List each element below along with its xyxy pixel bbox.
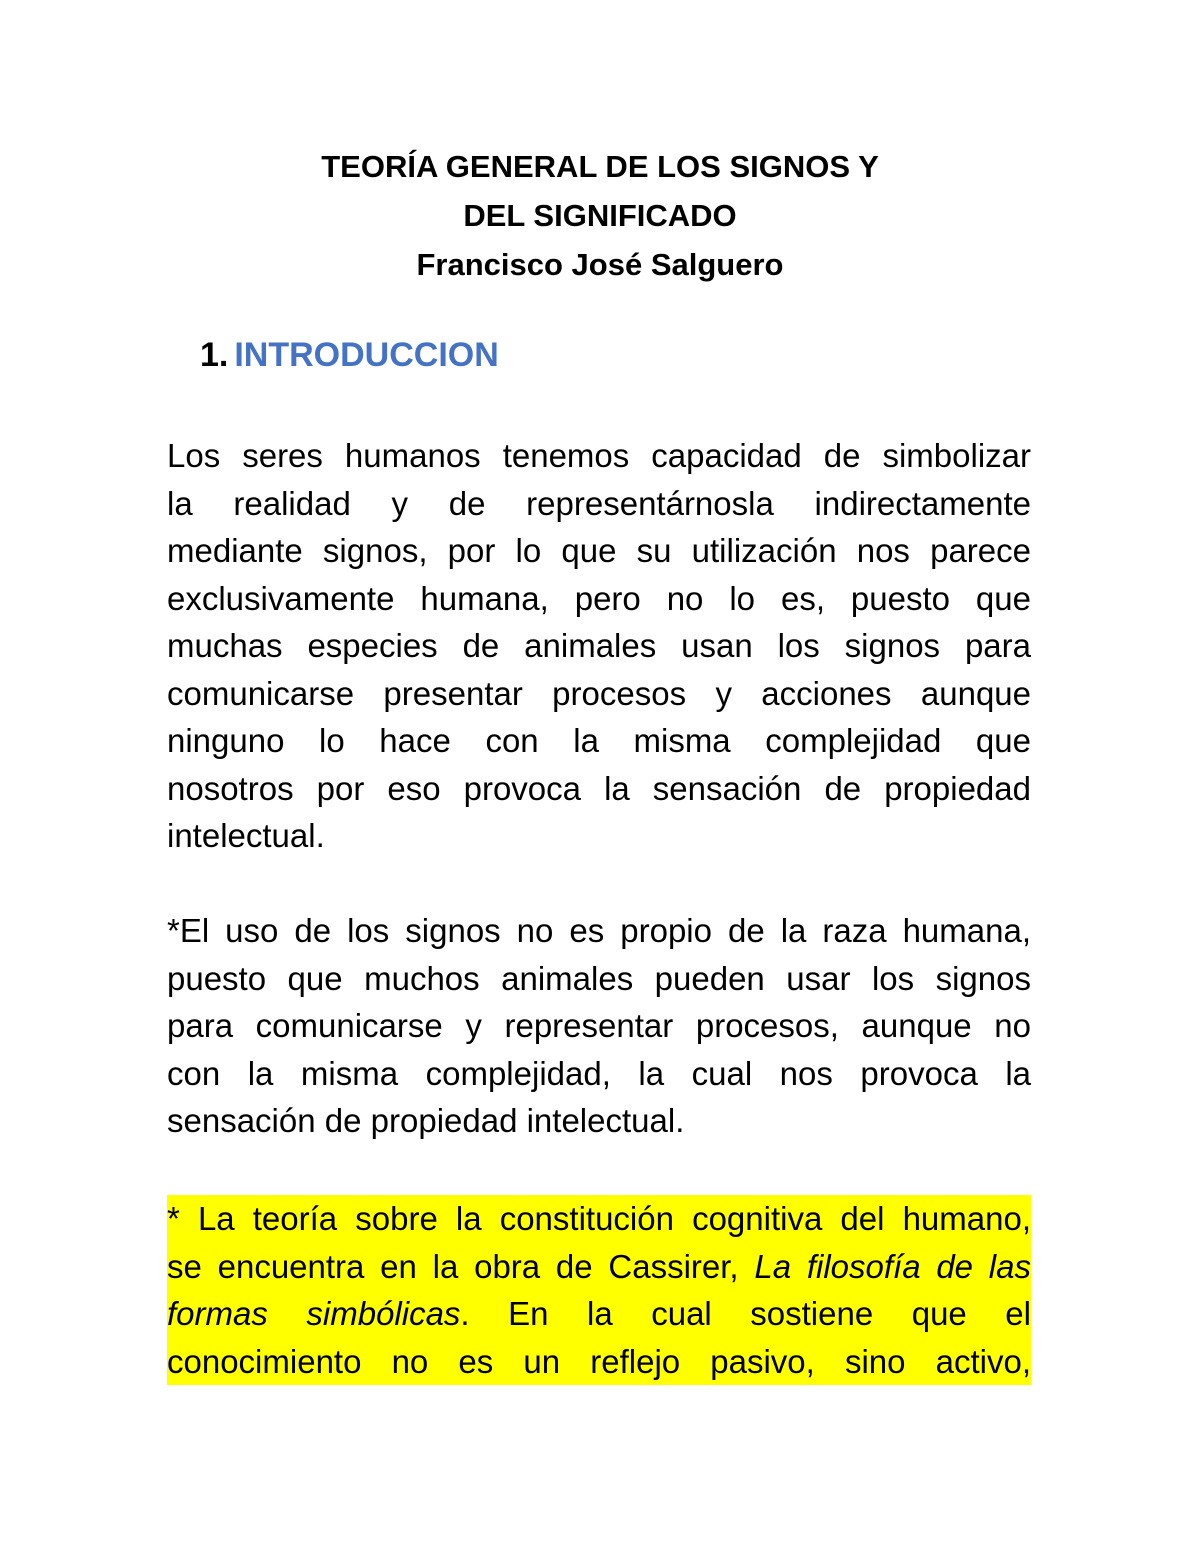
highlighted-line [167, 1243, 1031, 1291]
book-title-part-2: formas simbólicas [167, 1295, 461, 1332]
highlighted-line [167, 1290, 1031, 1338]
paragraph-line: sensación de propiedad intelectual. [167, 1102, 685, 1139]
section-heading [200, 333, 499, 377]
paragraph-line: mediante signos, por lo que su utilización nos parece [167, 532, 1031, 569]
document-author: Francisco José Salguero [416, 247, 784, 282]
highlighted-text: se encuentra en la obra de Cassirer, [167, 1247, 755, 1285]
paragraph-intro [167, 432, 1031, 860]
paragraph-line: comunicarse presentar procesos y acciones aunque [167, 674, 1031, 712]
section-number: 1. [200, 336, 229, 374]
paragraph-line: con la misma complejidad, la cual nos provoca la [167, 1054, 1031, 1092]
book-title-part-1: La filosofía de las [754, 1247, 1031, 1285]
document-title-line-2: DEL SIGNIFICADO [463, 198, 737, 233]
highlighted-text: . En la cual sostiene que el [460, 1295, 1031, 1332]
paragraph-line: la realidad y de representárnosla indirectamente [167, 484, 1031, 522]
paragraph-highlighted [167, 1195, 1031, 1385]
paragraph-line: para comunicarse y representar procesos, aunque no [167, 1007, 1031, 1044]
paragraph-line: ninguno lo hace con la misma complejidad que [167, 722, 1031, 759]
paragraph-line: Los seres humanos tenemos capacidad de simbolizar [167, 437, 1031, 474]
paragraph-line: intelectual. [167, 817, 325, 854]
section-title: INTRODUCCION [234, 336, 499, 374]
document-title-block [0, 142, 1200, 289]
paragraph-line: exclusivamente humana, pero no lo es, puesto que [167, 579, 1031, 617]
highlighted-line: conocimiento no es un reflejo pasivo, sino activo, [167, 1338, 1031, 1386]
document-title-line-1: TEORÍA GENERAL DE LOS SIGNOS Y [321, 149, 879, 184]
paragraph-summary [167, 907, 1031, 1145]
paragraph-line: puesto que muchos animales pueden usar los signos [167, 959, 1031, 997]
highlighted-line: * La teoría sobre la constitución cognitiva del humano, [167, 1195, 1031, 1243]
paragraph-line: nosotros por eso provoca la sensación de propiedad [167, 769, 1031, 807]
paragraph-line: *El uso de los signos no es propio de la raza humana, [167, 912, 1031, 949]
paragraph-line: muchas especies de animales usan los signos para [167, 627, 1031, 664]
